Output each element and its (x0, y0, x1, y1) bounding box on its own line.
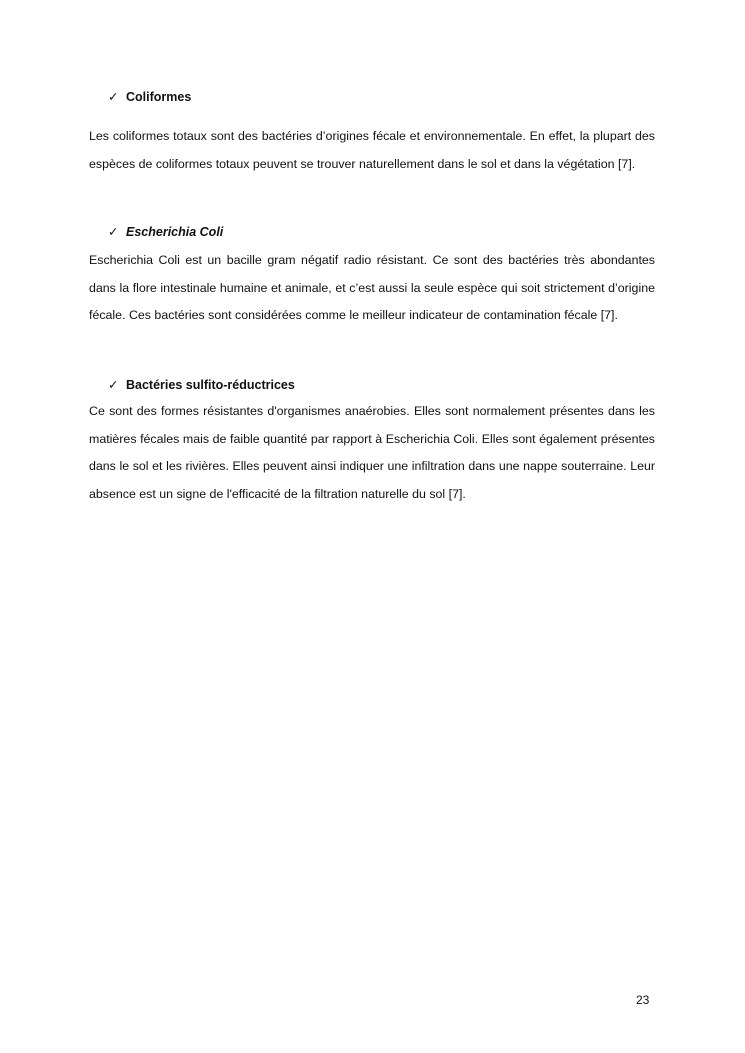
page-number: 23 (636, 993, 650, 1007)
checkmark-icon: ✓ (108, 90, 119, 104)
paragraph-coliformes: Les coliformes totaux sont des bactéries d’origines fécale et environnementale. En effet, la plupart des espèces de coliformes totaux peuvent se trouver naturellement dans le sol et dans la végétation [7]. (89, 129, 655, 171)
heading-label: Escherichia Coli (126, 225, 224, 239)
section-heading-coliformes (108, 89, 191, 105)
section-heading-escherichia-coli (108, 224, 223, 240)
heading-label: Coliformes (126, 90, 192, 104)
section-heading-bacteries-sulfito-reductrices (108, 377, 295, 393)
paragraph-bacteries-sulfito-reductrices: Ce sont des formes résistantes d'organismes anaérobies. Elles sont normalement présentes dans les matières fécales mais de faible quantité par rapport à Escherichia Coli. Elles sont également présentes dans le sol et les rivières. Elles peuvent ainsi indiquer une infiltration dans une nappe souterraine. Leur absence est un signe de l'efficacité de la filtration naturelle du sol [7]. (89, 404, 655, 501)
heading-label: Bactéries sulfito-réductrices (126, 378, 295, 392)
checkmark-icon: ✓ (108, 225, 119, 239)
paragraph-escherichia-coli: Escherichia Coli est un bacille gram négatif radio résistant. Ce sont des bactéries très abondantes dans la flore intestinale humaine et animale, et c’est aussi la seule espèce qui soit strictement d’origine fécale. Ces bactéries sont considérées comme le meilleur indicateur de contamination fécale [7]. (89, 253, 655, 322)
checkmark-icon: ✓ (108, 378, 119, 392)
